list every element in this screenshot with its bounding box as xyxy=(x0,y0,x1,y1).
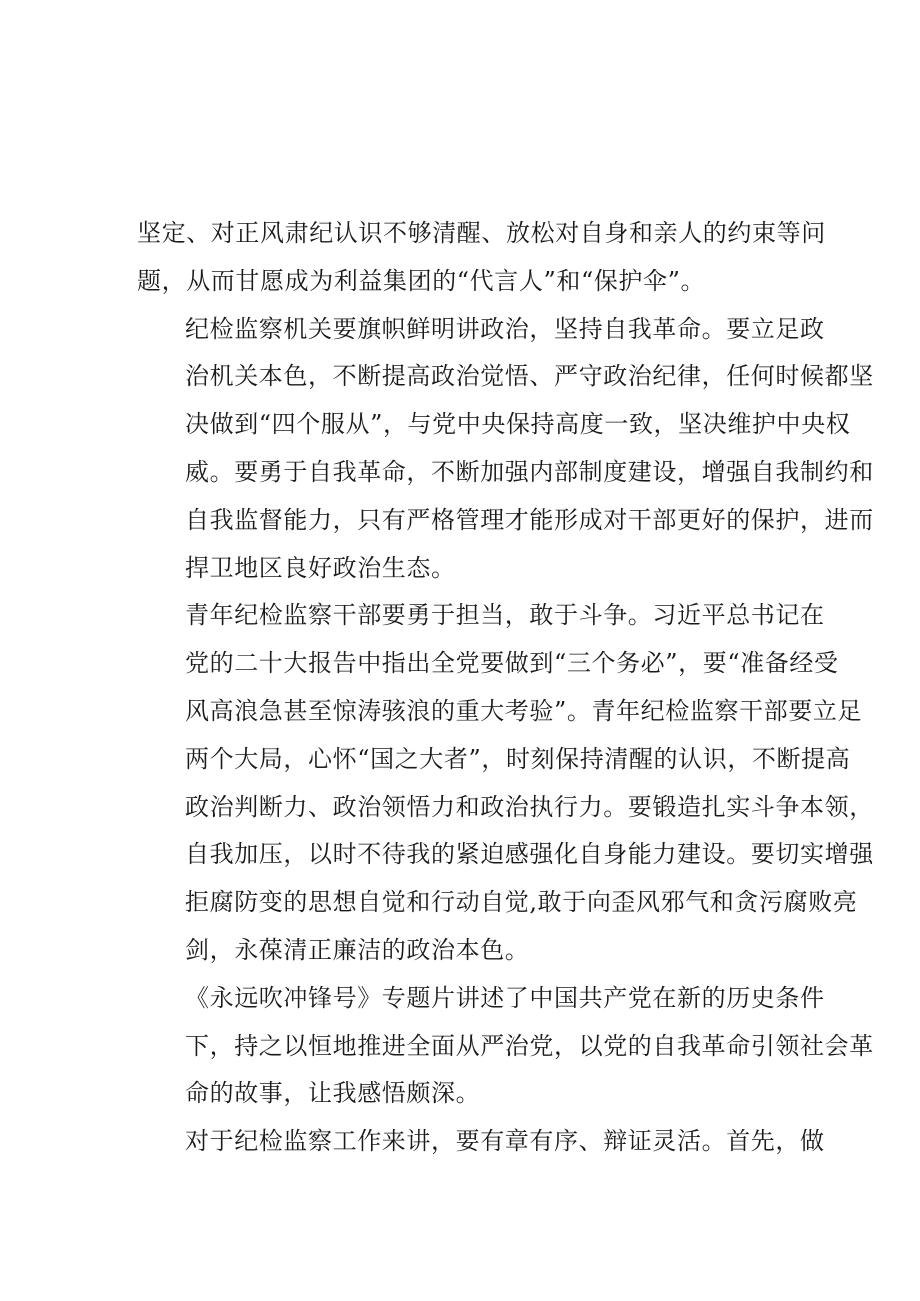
text-line: 青年纪检监察干部要勇于担当，敢于斗争。习近平总书记在 xyxy=(185,601,825,630)
paragraph xyxy=(137,975,874,1118)
paragraph xyxy=(137,1118,825,1166)
text-line: 政治判断力、政治领悟力和政治执行力。要锻造扎实斗争本领， xyxy=(185,792,874,821)
text-line: 坚定、对正风肃纪认识不够清醒、放松对自身和亲人的约束等问 xyxy=(137,219,826,247)
text-line: 纪检监察机关要旗帜鲜明讲政治，坚持自我革命。要立足政 xyxy=(185,314,825,343)
text-line: 捍卫地区良好政治生态。 xyxy=(185,553,456,582)
text-line: 《永远吹冲锋号》专题片讲述了中国共产党在新的历史条件 xyxy=(185,983,825,1012)
text-line: 下，持之以恒地推进全面从严治党，以党的自我革命引领社会革 xyxy=(185,1031,874,1060)
paragraph xyxy=(137,306,874,593)
text-line: 治机关本色，不断提高政治觉悟、严守政治纪律，任何时候都坚 xyxy=(185,362,874,391)
text-line: 对于纪检监察工作来讲，要有章有序、辩证灵活。首先，做 xyxy=(185,1127,825,1156)
text-line: 剑，永葆清正廉洁的政治本色。 xyxy=(185,935,530,964)
text-line: 拒腐防变的思想自觉和行动自觉,敢于向歪风邪气和贪污腐败亮 xyxy=(185,888,858,917)
document-body xyxy=(137,210,874,1166)
text-line: 题，从而甘愿成为利益集团的“代言人”和“保护伞”。 xyxy=(137,266,706,295)
text-line: 威。要勇于自我革命，不断加强内部制度建设，增强自我制约和 xyxy=(185,457,874,486)
text-line: 自我加压，以时不待我的紧迫感强化自身能力建设。要切实增强 xyxy=(185,840,874,869)
text-line: 风高浪急甚至惊涛骇浪的重大考验”。青年纪检监察干部要立足 xyxy=(185,696,863,725)
text-line: 两个大局，心怀“国之大者”，时刻保持清醒的认识，不断提高 xyxy=(185,744,851,773)
paragraph xyxy=(137,592,874,974)
text-line: 决做到“四个服从”，与党中央保持高度一致，坚决维护中央权 xyxy=(185,410,851,439)
paragraph xyxy=(137,210,826,306)
text-line: 自我监督能力，只有严格管理才能形成对干部更好的保护，进而 xyxy=(185,505,874,534)
text-line: 命的故事，让我感悟颇深。 xyxy=(185,1079,481,1108)
text-line: 党的二十大报告中指出全党要做到“三个务必”，要“准备经受 xyxy=(185,649,839,678)
